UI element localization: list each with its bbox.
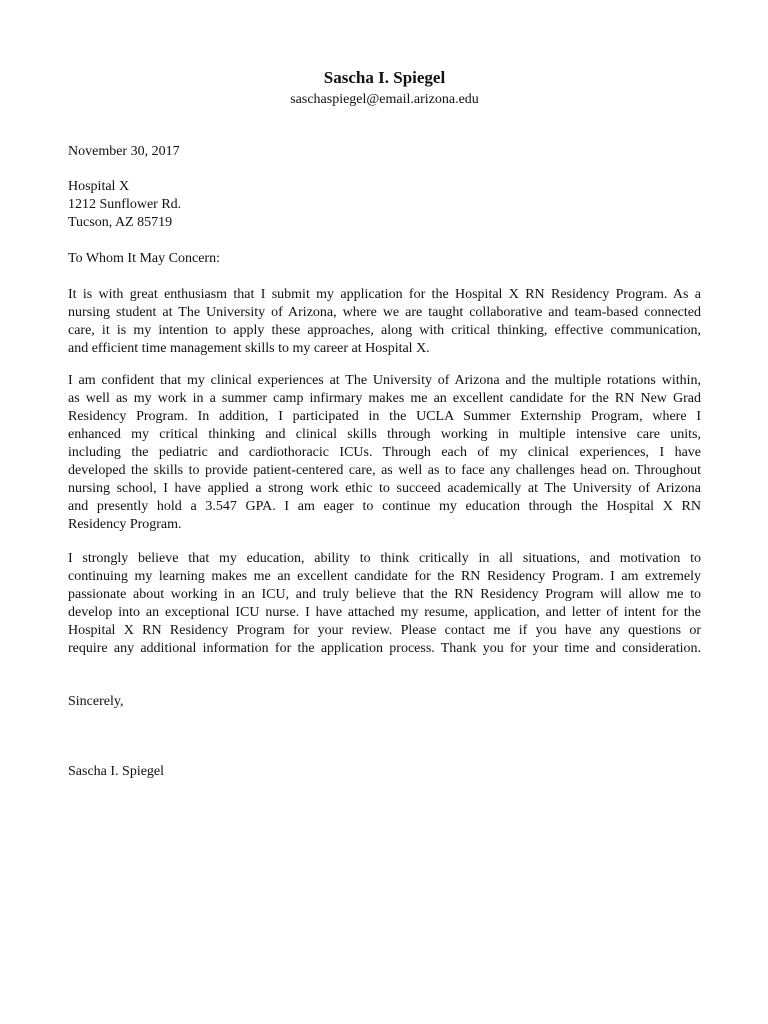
signature-name: Sascha I. Spiegel xyxy=(68,764,165,779)
recipient-line-1: Hospital X xyxy=(68,179,130,194)
paragraph-line: I strongly believe that my education, ability to think critically in all situations, and motivation to xyxy=(68,551,701,566)
sender-email: saschaspiegel@email.arizona.edu xyxy=(290,92,479,107)
paragraph-line: passionate about working in an ICU, and truly believe that the RN Residency Program will allow me to xyxy=(68,587,701,602)
paragraph-1 xyxy=(68,286,701,358)
paragraph-line: as well as my work in a summer camp infirmary makes me an excellent candidate for the RN New Grad xyxy=(68,391,701,406)
paragraph-line: and efficient time management skills to my career at Hospital X. xyxy=(68,341,430,356)
paragraph-line: nursing student at The University of Arizona, where we are taught collaborative and team-based connected xyxy=(68,305,701,320)
paragraph-line: Residency Program. xyxy=(68,517,182,532)
salutation: To Whom It May Concern: xyxy=(68,251,220,266)
paragraph-line: enhanced my critical thinking and clinical skills through working in multiple intensive care units, xyxy=(68,427,701,442)
paragraph-line: It is with great enthusiasm that I submit my application for the Hospital X RN Residency Program. As a xyxy=(68,287,701,302)
paragraph-line: Residency Program. In addition, I participated in the UCLA Summer Externship Program, where I xyxy=(68,409,701,424)
paragraph-line: including the pediatric and cardiothoracic ICUs. Through each of my clinical experiences, I have xyxy=(68,445,701,460)
paragraph-line: Hospital X RN Residency Program for your review. Please contact me if you have any questions or xyxy=(68,623,701,638)
paragraph-line: developed the skills to provide patient-centered care, as well as to face any challenges head on. Throughout xyxy=(68,463,701,478)
paragraph-2 xyxy=(68,372,701,534)
paragraph-3 xyxy=(68,550,701,658)
paragraph-line: nursing school, I have applied a strong work ethic to succeed academically at The University of Arizona xyxy=(68,481,701,496)
recipient-line-3: Tucson, AZ 85719 xyxy=(68,215,173,230)
paragraph-line: continuing my learning makes me an excellent candidate for the RN Residency Program. I am extremely xyxy=(68,569,701,584)
recipient-line-2: 1212 Sunflower Rd. xyxy=(68,197,182,212)
paragraph-line: develop into an exceptional ICU nurse. I have attached my resume, application, and letter of intent for the xyxy=(68,605,701,620)
paragraph-line: require any additional information for the application process. Thank you for your time and consideration. xyxy=(68,641,701,656)
sender-name: Sascha I. Spiegel xyxy=(323,68,446,87)
paragraph-line: I am confident that my clinical experiences at The University of Arizona and the multiple rotations within, xyxy=(68,373,701,388)
paragraph-line: and presently hold a 3.547 GPA. I am eager to continue my education through the Hospital X RN xyxy=(68,499,701,514)
closing: Sincerely, xyxy=(68,694,124,709)
letter-date: November 30, 2017 xyxy=(68,144,180,159)
paragraph-line: care, it is my intention to apply these approaches, along with critical thinking, effective communication, xyxy=(68,323,701,338)
